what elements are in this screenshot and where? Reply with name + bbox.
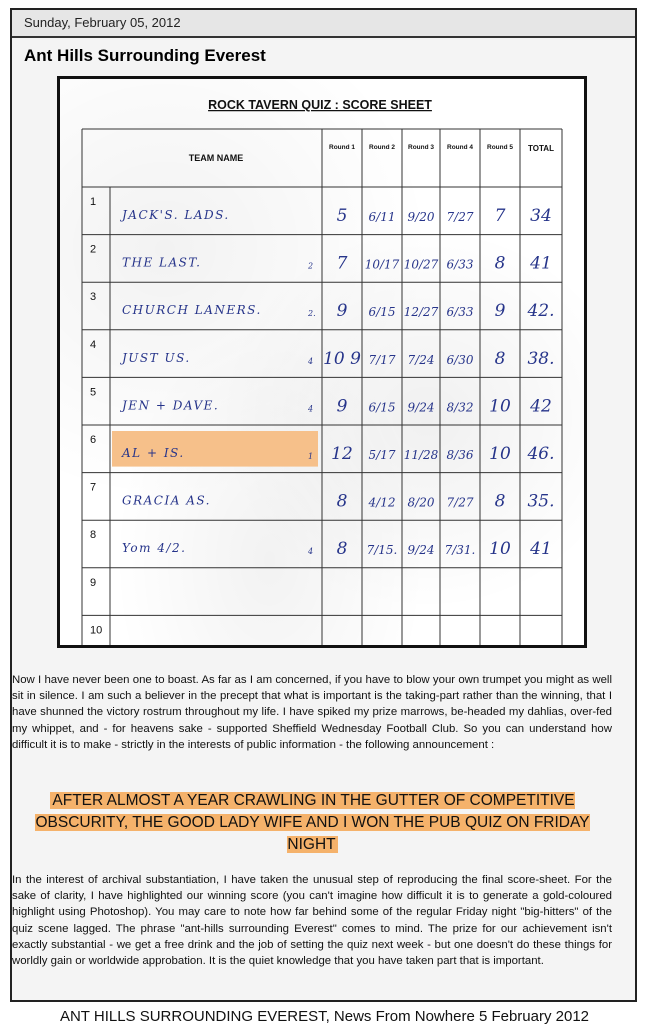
score-cell: 8/36 [446, 448, 474, 462]
score-cell: 5 [336, 206, 348, 226]
score-cell: 9 [336, 301, 348, 322]
score-cell: 41 [530, 539, 552, 560]
round-header: Round 1 [329, 144, 355, 151]
row-mark: 4 [308, 547, 314, 557]
score-cell: 6/15 [368, 305, 396, 320]
row-number: 6 [90, 434, 97, 446]
row-number: 9 [90, 576, 97, 589]
score-cell: 8 [336, 491, 348, 512]
team-name: AL + IS. [122, 446, 185, 460]
score-sheet-image [57, 76, 587, 648]
score-cell: 41 [530, 253, 552, 274]
score-cell: 9 [494, 301, 506, 322]
score-cell: 12/27 [403, 305, 439, 320]
row-number: 7 [90, 481, 97, 494]
row-mark: 4 [308, 404, 314, 414]
score-cell: 6/30 [446, 352, 474, 367]
score-cell: 9/20 [407, 210, 435, 224]
score-cell: 6/33 [446, 305, 474, 320]
score-cell: 7/15. [366, 543, 398, 558]
score-cell: 10 9 [323, 348, 361, 369]
article-paragraph-1: Now I have never been one to boast. As far as I am concerned, if you have to blow your own trumpet you might as well sit in silence. I am such a believer in the precept that what is important is the taking-part rather than the winning, that I have shunned the victory rostrum throughout my life. I have spiked my prize marrows, be-headed my dahlias, over-fed my whippet, and - for heavens sake - supported Sheffield Wednesday Football Club. So you can understand how difficult it is to make - strictly in the interests of public information - the following announcement : [12, 674, 612, 751]
score-cell: 35. [527, 491, 555, 512]
score-cell: 7 [336, 253, 348, 274]
row-number: 3 [90, 291, 97, 304]
total-header: TOTAL [528, 144, 554, 153]
row-number: 8 [90, 529, 97, 542]
row-number: 10 [90, 624, 103, 637]
article-paragraph-2: In the interest of archival substantiation, I have taken the unusual step of reproducing the final score-sheet. For the sake of clarity, I have highlighted our winning score (you can't imagine how difficult it is to generate a gold-coloured highlight using Photoshop). You may care to note how far behind some of the regular Friday night "big-hitters" of the quiz scene lagged. The phrase "ant-hills surrounding Everest" comes to mind. The prize for our achievement isn't exactly substantial - we get a free drink and the job of setting the quiz next week - but one doesn't do these things for worldly gain or worldwide approbation. It is the quiet knowledge that you have taken part that is important. [12, 874, 612, 968]
score-cell: 10/17 [364, 257, 400, 272]
row-number: 2 [90, 243, 97, 256]
score-cell: 46. [527, 444, 555, 464]
score-cell: 8 [494, 348, 506, 369]
sheet-title: ROCK TAVERN QUIZ : SCORE SHEET [208, 98, 432, 112]
team-name: CHURCH LANERS. [122, 303, 262, 318]
score-cell: 11/28 [403, 448, 439, 462]
score-cell: 7/24 [407, 352, 435, 367]
score-cell: 7 [494, 206, 506, 226]
score-cell: 10 [489, 396, 511, 417]
score-cell: 8 [494, 253, 506, 274]
round-header: Round 3 [408, 144, 434, 151]
team-name: Yom 4/2. [122, 541, 187, 556]
score-cell: 4/12 [368, 495, 396, 510]
score-cell: 9/24 [407, 400, 435, 415]
date-header [12, 10, 635, 38]
team-name-header: TEAM NAME [188, 153, 244, 163]
announcement-headline [20, 790, 605, 856]
score-cell: 10 [489, 539, 511, 560]
score-cell: 6/15 [368, 400, 396, 415]
score-cell: 7/17 [368, 352, 396, 367]
row-mark: 2 [308, 261, 314, 271]
score-cell: 7/27 [446, 495, 474, 510]
team-name: JEN + DAVE. [122, 398, 220, 413]
row-number: 4 [90, 338, 97, 351]
score-cell: 6/33 [446, 257, 474, 272]
image-caption: ANT HILLS SURROUNDING EVEREST, News From Nowhere 5 February 2012 [59, 1008, 590, 1025]
row-number: 1 [90, 196, 97, 208]
score-cell: 10 [489, 444, 511, 464]
team-name: GRACIA AS. [122, 493, 211, 508]
score-cell: 10/27 [403, 257, 439, 272]
announcement-headline-text: AFTER ALMOST A YEAR CRAWLING IN THE GUTTER OF COMPETITIVE OBSCURITY, THE GOOD LADY WIFE AND I WON THE PUB QUIZ ON FRIDAY NIGHT [35, 792, 590, 853]
score-cell: 8/32 [446, 400, 474, 415]
round-header: Round 2 [369, 144, 395, 151]
post-title[interactable]: Ant Hills Surrounding Everest [24, 46, 266, 65]
score-cell: 12 [331, 444, 353, 464]
post-date: Sunday, February 05, 2012 [24, 15, 181, 30]
score-cell: 38. [527, 348, 555, 369]
team-name: JUST US. [122, 350, 191, 365]
team-name: THE LAST. [122, 255, 202, 270]
row-mark: 4 [308, 356, 314, 366]
score-cell: 42 [530, 396, 552, 417]
score-cell: 42. [527, 301, 555, 322]
score-cell: 34 [530, 206, 552, 226]
team-name: JACK'S. LADS. [122, 208, 230, 222]
score-sheet-grid [60, 79, 584, 645]
score-cell: 8/20 [407, 495, 435, 510]
row-number: 5 [90, 386, 97, 399]
score-cell: 8 [336, 539, 348, 560]
score-cell: 9 [336, 396, 348, 417]
row-mark: 2. [308, 309, 316, 319]
score-cell: 7/27 [446, 210, 474, 224]
score-cell: 6/11 [368, 210, 396, 224]
score-cell: 9/24 [407, 543, 435, 558]
round-header: Round 4 [447, 144, 473, 151]
round-header: Round 5 [487, 144, 513, 151]
score-cell: 7/31. [444, 543, 476, 558]
row-mark: 1 [308, 452, 314, 461]
score-cell: 5/17 [368, 448, 396, 462]
score-cell: 8 [494, 491, 506, 512]
